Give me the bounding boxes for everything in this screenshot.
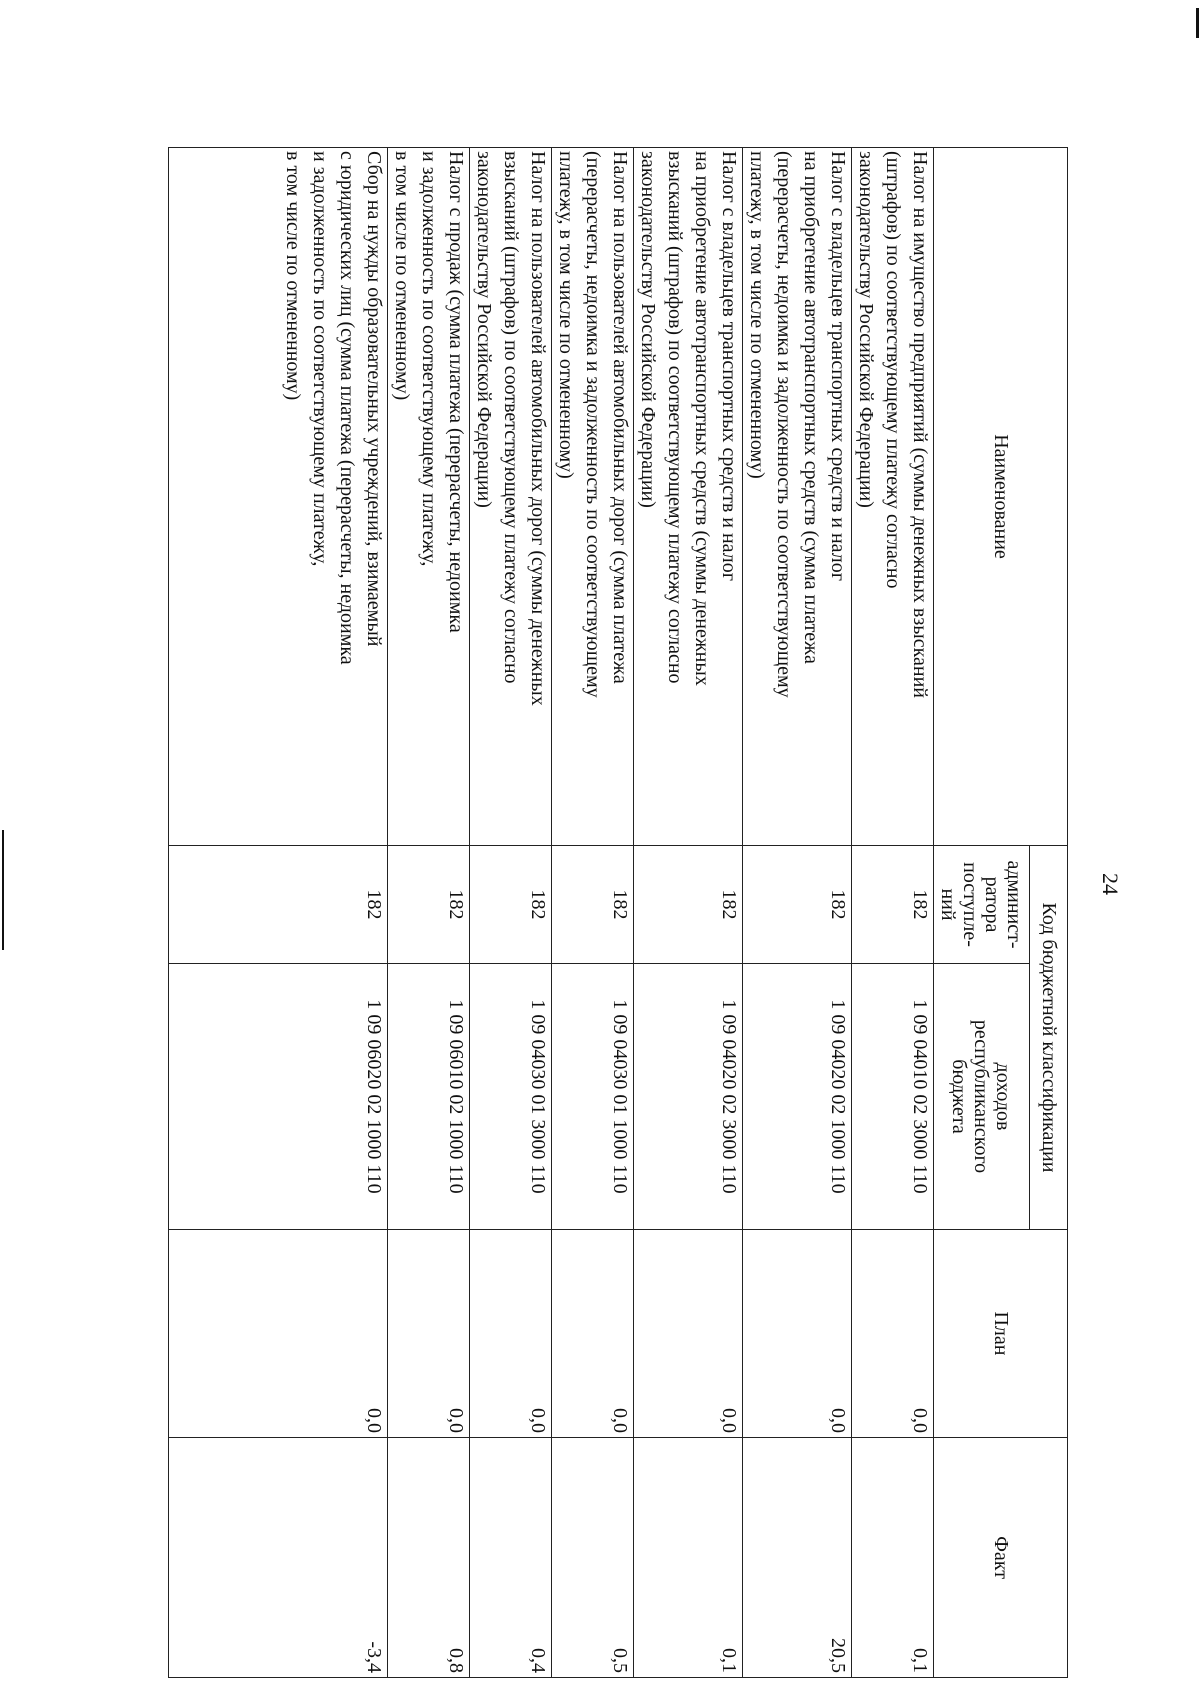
row-admin-code: 182 bbox=[852, 846, 934, 964]
page-number: 24 bbox=[1098, 873, 1123, 895]
table-row bbox=[388, 148, 470, 1678]
row-fact: 0,1 bbox=[634, 1438, 743, 1678]
row-revenue-code: 1 09 04020 02 1000 110 bbox=[743, 964, 852, 1230]
header-fact: Факт bbox=[934, 1438, 1068, 1678]
row-revenue-code: 1 09 04030 01 3000 110 bbox=[470, 964, 552, 1230]
row-admin-code: 182 bbox=[169, 846, 388, 964]
row-revenue-code: 1 09 04010 02 3000 110 bbox=[852, 964, 934, 1230]
header-administrator: админист- ратора поступле- ний bbox=[934, 846, 1030, 964]
row-fact: 0,8 bbox=[388, 1438, 470, 1678]
row-name: Налог с владельцев транспортных средств и налог на приобретение автотранспортных средств (суммы денежных взысканий (штрафов) по соответствующему платежу согласно законодательству Российской Федерации) bbox=[634, 148, 743, 846]
row-admin-code: 182 bbox=[743, 846, 852, 964]
row-name: Сбор на нужды образовательных учреждений, взимаемый с юридических лиц (сумма платежа (перерасчеты, недоимка и задолженность по соответствующему платежу, в том числе по отмененному) bbox=[169, 148, 388, 846]
row-fact: 0,1 bbox=[852, 1438, 934, 1678]
row-admin-code: 182 bbox=[634, 846, 743, 964]
row-name: Налог на имущество предприятий (суммы денежных взысканий (штрафов) по соответствующему платежу согласно законодательству Российской Федерации) bbox=[852, 148, 934, 846]
table-row bbox=[470, 148, 552, 1678]
budget-revenue-table bbox=[168, 147, 1068, 1678]
rotated-table-container bbox=[168, 147, 1068, 1677]
row-admin-code: 182 bbox=[388, 846, 470, 964]
row-fact: 0,5 bbox=[552, 1438, 634, 1678]
row-plan: 0,0 bbox=[388, 1230, 470, 1438]
row-plan: 0,0 bbox=[169, 1230, 388, 1438]
row-fact: 0,4 bbox=[470, 1438, 552, 1678]
table-row bbox=[634, 148, 743, 1678]
row-revenue-code: 1 09 06010 02 1000 110 bbox=[388, 964, 470, 1230]
header-revenue-code: доходов республиканского бюджета bbox=[934, 964, 1030, 1230]
header-plan: План bbox=[934, 1230, 1068, 1438]
row-admin-code: 182 bbox=[552, 846, 634, 964]
table-row bbox=[743, 148, 852, 1678]
row-name: Налог с владельцев транспортных средств и налог на приобретение автотранспортных средств (сумма платежа (перерасчеты, недоимка и задолженность по соответствующему платежу, в том числе по отмененному) bbox=[743, 148, 852, 846]
table-row bbox=[552, 148, 634, 1678]
row-name: Налог на пользователей автомобильных дорог (суммы денежных взысканий (штрафов) по соответствующему платежу согласно законодательству Российской Федерации) bbox=[470, 148, 552, 846]
row-plan: 0,0 bbox=[470, 1230, 552, 1438]
row-plan: 0,0 bbox=[634, 1230, 743, 1438]
header-budget-classification-code: Код бюджетной классификации bbox=[1030, 846, 1068, 1230]
row-revenue-code: 1 09 06020 02 1000 110 bbox=[169, 964, 388, 1230]
row-fact: -3,4 bbox=[169, 1438, 388, 1678]
row-admin-code: 182 bbox=[470, 846, 552, 964]
row-plan: 0,0 bbox=[552, 1230, 634, 1438]
row-plan: 0,0 bbox=[852, 1230, 934, 1438]
header-name: Наименование bbox=[934, 148, 1068, 846]
scan-edge-mark bbox=[1196, 8, 1199, 38]
row-name: Налог на пользователей автомобильных дорог (сумма платежа (перерасчеты, недоимка и задолженность по соответствующему платежу, в том числе по отмененному) bbox=[552, 148, 634, 846]
scan-edge-mark bbox=[2, 830, 4, 950]
row-revenue-code: 1 09 04030 01 1000 110 bbox=[552, 964, 634, 1230]
row-revenue-code: 1 09 04020 02 3000 110 bbox=[634, 964, 743, 1230]
row-plan: 0,0 bbox=[743, 1230, 852, 1438]
row-fact: 20,5 bbox=[743, 1438, 852, 1678]
table-row bbox=[852, 148, 934, 1678]
table-row bbox=[169, 148, 388, 1678]
row-name: Налог с продаж (сумма платежа (перерасчеты, недоимка и задолженность по соответствующему платежу, в том числе по отмененному) bbox=[388, 148, 470, 846]
